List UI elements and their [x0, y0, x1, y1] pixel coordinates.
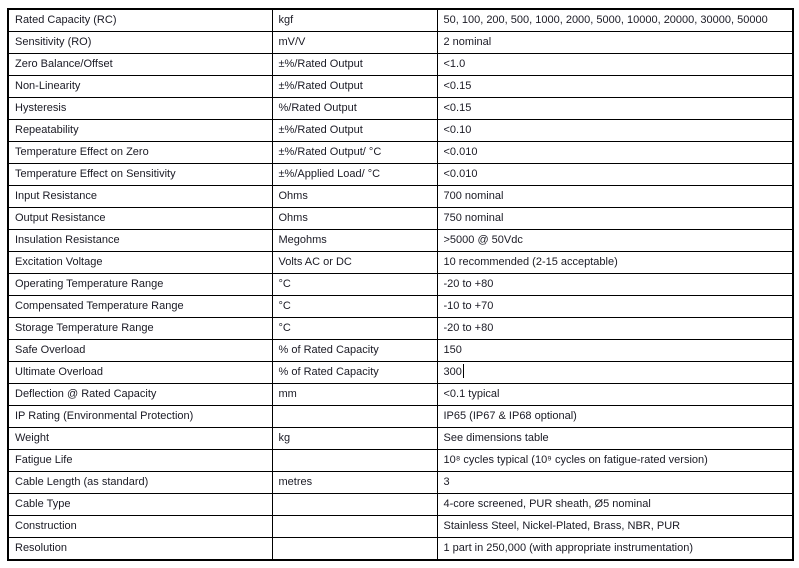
unit-cell: %/Rated Output [272, 98, 437, 120]
unit-cell: °C [272, 274, 437, 296]
parameter-cell: Storage Temperature Range [8, 318, 272, 340]
unit-cell: mm [272, 384, 437, 406]
parameter-cell: Zero Balance/Offset [8, 54, 272, 76]
unit-cell [272, 494, 437, 516]
unit-cell [272, 516, 437, 538]
parameter-cell: Input Resistance [8, 186, 272, 208]
value-cell: >5000 @ 50Vdc [437, 230, 793, 252]
table-row [8, 538, 793, 561]
table-row [8, 450, 793, 472]
value-cell: -10 to +70 [437, 296, 793, 318]
table-row [8, 472, 793, 494]
table-row [8, 9, 793, 32]
table-row [8, 120, 793, 142]
parameter-cell: Sensitivity (RO) [8, 32, 272, 54]
parameter-cell: Ultimate Overload [8, 362, 272, 384]
parameter-cell: Safe Overload [8, 340, 272, 362]
parameter-cell: Compensated Temperature Range [8, 296, 272, 318]
value-cell: 10⁸ cycles typical (10⁹ cycles on fatigue-rated version) [437, 450, 793, 472]
value-cell: 3 [437, 472, 793, 494]
table-row [8, 32, 793, 54]
table-row [8, 164, 793, 186]
parameter-cell: Deflection @ Rated Capacity [8, 384, 272, 406]
parameter-cell: Rated Capacity (RC) [8, 9, 272, 32]
unit-cell: % of Rated Capacity [272, 362, 437, 384]
unit-cell: mV/V [272, 32, 437, 54]
value-cell[interactable]: 300 [437, 362, 793, 384]
specification-table [7, 8, 794, 561]
table-row [8, 186, 793, 208]
value-cell: <1.0 [437, 54, 793, 76]
table-row [8, 428, 793, 450]
unit-cell: % of Rated Capacity [272, 340, 437, 362]
table-row [8, 208, 793, 230]
unit-cell: Volts AC or DC [272, 252, 437, 274]
unit-cell [272, 538, 437, 561]
unit-cell: kg [272, 428, 437, 450]
parameter-cell: Cable Length (as standard) [8, 472, 272, 494]
value-cell: 150 [437, 340, 793, 362]
table-row [8, 54, 793, 76]
unit-cell: Megohms [272, 230, 437, 252]
table-row [8, 76, 793, 98]
unit-cell: °C [272, 296, 437, 318]
value-cell: <0.10 [437, 120, 793, 142]
unit-cell: ±%/Rated Output/ °C [272, 142, 437, 164]
value-cell: <0.1 typical [437, 384, 793, 406]
value-cell: <0.010 [437, 142, 793, 164]
parameter-cell: Cable Type [8, 494, 272, 516]
unit-cell: ±%/Applied Load/ °C [272, 164, 437, 186]
table-row [8, 274, 793, 296]
parameter-cell: Output Resistance [8, 208, 272, 230]
parameter-cell: Construction [8, 516, 272, 538]
text-cursor [463, 364, 464, 378]
unit-cell: ±%/Rated Output [272, 54, 437, 76]
unit-cell: metres [272, 472, 437, 494]
value-cell: <0.15 [437, 76, 793, 98]
unit-cell: Ohms [272, 186, 437, 208]
value-cell: <0.010 [437, 164, 793, 186]
unit-cell: Ohms [272, 208, 437, 230]
parameter-cell: IP Rating (Environmental Protection) [8, 406, 272, 428]
table-row [8, 340, 793, 362]
value-cell: 50, 100, 200, 500, 1000, 2000, 5000, 10000, 20000, 30000, 50000 [437, 9, 793, 32]
parameter-cell: Repeatability [8, 120, 272, 142]
table-row [8, 516, 793, 538]
specification-table-body [8, 9, 793, 560]
table-row [8, 230, 793, 252]
value-cell: -20 to +80 [437, 274, 793, 296]
parameter-cell: Resolution [8, 538, 272, 561]
parameter-cell: Temperature Effect on Sensitivity [8, 164, 272, 186]
value-cell: 1 part in 250,000 (with appropriate instrumentation) [437, 538, 793, 561]
unit-cell: ±%/Rated Output [272, 76, 437, 98]
unit-cell [272, 406, 437, 428]
table-row [8, 362, 793, 384]
value-cell: Stainless Steel, Nickel-Plated, Brass, NBR, PUR [437, 516, 793, 538]
unit-cell: °C [272, 318, 437, 340]
table-row [8, 142, 793, 164]
value-cell: 700 nominal [437, 186, 793, 208]
table-row [8, 252, 793, 274]
parameter-cell: Insulation Resistance [8, 230, 272, 252]
parameter-cell: Operating Temperature Range [8, 274, 272, 296]
parameter-cell: Excitation Voltage [8, 252, 272, 274]
table-row [8, 318, 793, 340]
unit-cell: ±%/Rated Output [272, 120, 437, 142]
table-row [8, 384, 793, 406]
unit-cell: kgf [272, 9, 437, 32]
parameter-cell: Weight [8, 428, 272, 450]
value-cell: 750 nominal [437, 208, 793, 230]
value-cell: -20 to +80 [437, 318, 793, 340]
unit-cell [272, 450, 437, 472]
parameter-cell: Fatigue Life [8, 450, 272, 472]
table-row [8, 296, 793, 318]
value-cell: 2 nominal [437, 32, 793, 54]
value-cell: 10 recommended (2-15 acceptable) [437, 252, 793, 274]
table-row [8, 98, 793, 120]
value-cell: IP65 (IP67 & IP68 optional) [437, 406, 793, 428]
value-cell: See dimensions table [437, 428, 793, 450]
parameter-cell: Temperature Effect on Zero [8, 142, 272, 164]
value-cell: <0.15 [437, 98, 793, 120]
parameter-cell: Hysteresis [8, 98, 272, 120]
parameter-cell: Non-Linearity [8, 76, 272, 98]
table-row [8, 494, 793, 516]
table-row [8, 406, 793, 428]
value-cell: 4-core screened, PUR sheath, Ø5 nominal [437, 494, 793, 516]
